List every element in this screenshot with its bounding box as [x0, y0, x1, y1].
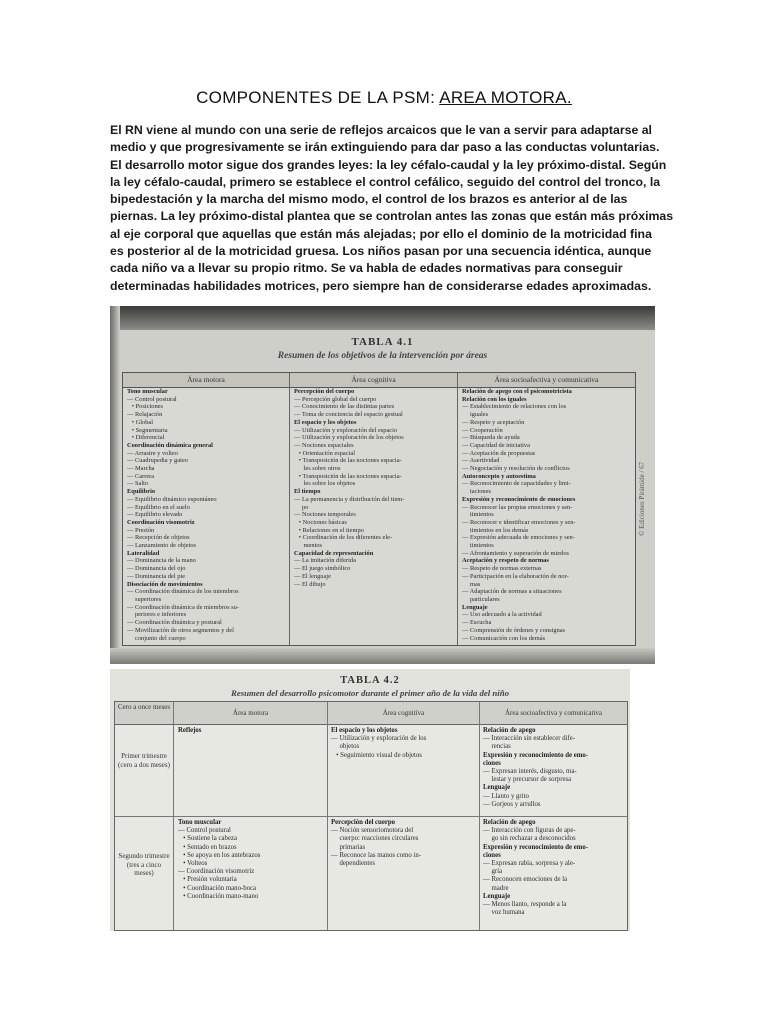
cell-line: — Movilización de otros segmentos y del [127, 626, 234, 634]
cell-line: • Presión voluntaria [178, 876, 237, 884]
cell-line: periores e inferiores [127, 611, 187, 619]
table-subtitle: Resumen de los objetivos de la intervención por áreas [277, 351, 488, 361]
column-header: Área motora [123, 373, 289, 388]
cell-line: — Utilización y exploración del espacio [294, 426, 398, 434]
cell-line: po [294, 503, 309, 511]
intro-line: determinadas habilidades motrices, pero siempre han de considerarse edades aproximadas. [110, 278, 652, 293]
cell-heading: Expresión y reconocimiento de emociones [462, 495, 576, 503]
cell-line: — Equilibrio elevado [127, 511, 183, 519]
cell-heading: Reflejos [178, 727, 202, 734]
cell-line: — La imitación diferida [294, 557, 356, 565]
cell-heading: Disociación de movimientos [127, 580, 203, 588]
cell-line: — La permanencia y distribución del tiem- [294, 495, 405, 503]
table-cell [178, 727, 324, 815]
cell-line: — Capacidad de iniciativa [462, 441, 530, 449]
cell-line: • Sostiene la cabeza [178, 835, 237, 843]
cell-line: conjunto del cuerpo [127, 634, 186, 642]
side-note: © Ediciones Pirámide / 67 [638, 461, 646, 536]
cell-line: — Establecimiento de relaciones con los [462, 403, 567, 411]
cell-line: • Posiciones [127, 403, 163, 411]
intro-line: El desarrollo motor sigue dos grandes leyes: la ley céfalo-caudal y la ley próximo-distal. Según [110, 157, 667, 172]
cell-heading: ciones [483, 759, 501, 767]
cell-heading: Relación de apego [483, 727, 536, 734]
cell-line: taciones [462, 488, 491, 496]
intro-line: El RN viene al mundo con una serie de reflejos arcaicos que le van a servir para adaptarse al [110, 123, 652, 137]
photo-shadow [110, 306, 655, 330]
cell-line: • Transposición de las nociones espacia- [294, 472, 402, 480]
cell-line: les sobre los objetos [294, 480, 356, 488]
cell-heading: El espacio y los objetos [294, 418, 357, 426]
cell-heading: Lenguaje [483, 892, 511, 900]
cell-line: — Salto [127, 480, 149, 488]
cell-line: — Recepción de objetos [127, 534, 190, 542]
cell-line: — Coordinación dinámica de los miembros [127, 588, 239, 596]
column-divider [457, 373, 458, 645]
cell-line: • Global [127, 418, 154, 426]
cell-line: — Dominancia del pie [127, 572, 186, 580]
cell-line: dependientes [331, 860, 375, 868]
table-cell [178, 819, 324, 927]
cell-line: — Percepción global del cuerpo [294, 395, 377, 403]
page-title [0, 88, 768, 108]
column-header: Cero a once meses [115, 702, 173, 725]
photo-shadow [110, 648, 655, 664]
cell-line: — Cooperación [462, 426, 503, 434]
table-subtitle: Resumen del desarrollo psicomotor durante el primer año de la vida del niño [230, 688, 510, 698]
intro-line: medio y que progresivamente se irán extinguiendo para dar paso a las conductas voluntarias. [110, 140, 660, 155]
cell-line: les sobre otros [294, 465, 341, 473]
cell-line: lestar y precursor de sorpresa [483, 776, 572, 784]
cell-line: — Uso adecuado a la actividad [462, 611, 542, 619]
cell-line: — Cuadrupedia y gateo [127, 457, 188, 465]
intro-line: bipedestación y la marcha del mismo modo, el control de los brazos es anterior al de las [110, 192, 628, 207]
intro-paragraph [110, 122, 674, 295]
column-header: Área cognitiva [290, 373, 457, 388]
cell-line: timientos [462, 511, 494, 519]
cell-line: — Coordinación dinámica de miembros su- [127, 603, 239, 611]
cell-heading: Capacidad de representación [294, 549, 374, 557]
column-divider [289, 373, 290, 645]
cell-heading: Relación de apego con el psicomotricista [462, 388, 572, 395]
cell-line: — Carrera [127, 472, 155, 480]
cell-line: superiores [127, 595, 162, 603]
cell-line: — Toma de conciencia del espacio gestual [294, 411, 403, 419]
cell-line: — Dominancia de la mano [127, 557, 196, 565]
cell-line: — Interacción con figuras de ape- [483, 827, 576, 835]
cell-heading: ciones [483, 851, 501, 859]
cell-line: • Relaciones en el tiempo [294, 526, 364, 534]
cell-line: • Coordinación de los diferentes ele- [294, 534, 393, 542]
cell-line: — Noción sensoriomotora del [331, 827, 414, 835]
cell-line: — Marcha [127, 465, 155, 473]
cell-heading: Percepción del cuerpo [331, 819, 396, 826]
cell-line: — Reconocen emociones de la [483, 876, 568, 884]
intro-line: cada niño va a llevar su propio ritmo. Se va habla de edades normativas para conseguir [110, 261, 623, 276]
cell-line: • Se apoya en los antebrazos [178, 851, 261, 859]
cell-line: — Conocimiento de las distintas partes [294, 403, 395, 411]
title-plain: COMPONENTES DE LA PSM: [196, 88, 440, 107]
cell-line: • Nociones básicas [294, 518, 347, 526]
cell-line: — Comprensión de órdenes y consignas [462, 626, 566, 634]
cell-line: — Adaptación de normas a situaciones [462, 588, 562, 596]
table-cell [483, 819, 625, 927]
cell-line: — Escucha [462, 619, 492, 627]
cell-heading: El tiempo [294, 488, 321, 496]
cell-line: rencias [483, 743, 511, 751]
cell-line: • Segmentaria [127, 426, 168, 434]
cell-line: — Búsqueda de ayuda [462, 434, 520, 442]
table-title: TABLA 4.1 [351, 336, 414, 348]
cell-line: — Presión [127, 526, 155, 534]
cell-line: — Respeto de normas externas [462, 565, 542, 573]
cell-heading: Tono muscular [127, 388, 168, 395]
cell-line: — Equilibrio dinámico espontáneo [127, 495, 217, 503]
cell-line: voz humana [483, 909, 525, 917]
cell-line: • Volteos [178, 860, 208, 868]
cell-line: madre [483, 884, 509, 892]
cell-heading: Autoconcepto y autoestima [462, 472, 536, 480]
cell-line: — Llanto y grito [483, 792, 529, 800]
cell-heading: Tono muscular [178, 819, 222, 826]
cell-heading: Percepción del cuerpo [294, 388, 355, 395]
cell-line: timientos en los demás [462, 526, 529, 534]
cell-line: mas [462, 580, 481, 588]
column-header: Área socioafectiva y comunicativa [458, 373, 635, 388]
cell-line: — Expresan rabia, sorpresa y ale- [483, 860, 576, 868]
column-header: Área cognitiva [328, 702, 479, 725]
cell-line: — Reconocer e identificar emociones y sen- [462, 518, 576, 526]
cell-line: — Coordinación visomotriz [178, 868, 255, 876]
column-header: Área socioafectiva y comunicativa [480, 702, 627, 725]
table-column-socioaffective [462, 388, 632, 644]
cell-heading: Lenguaje [483, 784, 511, 792]
table-title: TABLA 4.2 [340, 675, 400, 686]
cell-line: — Nociones temporales [294, 511, 356, 519]
table-4-1 [122, 372, 636, 646]
cell-line: — Reconocer las propias emociones y sen- [462, 503, 573, 511]
cell-line: • Coordinación mano-boca [178, 884, 257, 892]
cell-line: — Relajación [127, 411, 163, 419]
cell-heading: Expresión y reconocimiento de emo- [483, 751, 589, 759]
cell-line: — Lanzamiento de objetos [127, 542, 197, 550]
cell-line: — Aceptación de propuestas [462, 449, 536, 457]
cell-line: • Seguimiento visual de objetos [331, 751, 422, 759]
cell-heading: Lenguaje [462, 603, 488, 611]
table-column-motor [127, 388, 287, 644]
cell-heading: Relación con los iguales [462, 395, 527, 403]
table-cell [331, 727, 477, 815]
cell-line: — Nociones espaciales [294, 441, 354, 449]
row-divider [115, 816, 627, 817]
cell-line: — Utilización y exploración de los [331, 735, 427, 743]
cell-line: gría [483, 868, 503, 876]
cell-line: — Participación en la elaboración de nor- [462, 572, 569, 580]
cell-line: — Reconocimiento de capacidades y limi- [462, 480, 571, 488]
cell-line: — El dibujo [294, 580, 326, 588]
intro-line: al eje corporal que aquellas que están más alejadas; por ello el dominio de la motricidad fina [110, 226, 652, 241]
cell-line: — Asertividad [462, 457, 500, 465]
cell-line: • Sentado en brazos [178, 843, 237, 851]
cell-line: — Menos llanto, responde a la [483, 901, 567, 909]
cell-line: mentos [294, 542, 323, 550]
title-underlined: AREA MOTORA. [439, 88, 572, 107]
cell-line: — Gorjeos y arrullos [483, 800, 541, 808]
table-cell [483, 727, 625, 815]
cell-line: — Control postural [127, 395, 177, 403]
row-label: Primer trimestre (cero a dos meses) [118, 752, 170, 769]
cell-line: — Dominancia del ojo [127, 565, 186, 573]
cell-heading: Expresión y reconocimiento de emo- [483, 843, 589, 851]
cell-line: timientos [462, 542, 494, 550]
row-label: Segundo trimestre (tres a cinco meses) [118, 852, 170, 878]
cell-heading: Relación de apego [483, 819, 536, 826]
cell-line: objetos [331, 743, 360, 751]
cell-heading: Equilibrio [127, 488, 156, 496]
intro-line: piernas. La ley próximo-distal plantea que se controlan antes las zonas que están más próximas [110, 209, 674, 224]
cell-line: • Diferencial [127, 434, 165, 442]
table-4-2-photo [110, 669, 630, 931]
cell-heading: Coordinación visomotriz [127, 518, 195, 526]
column-header: Área motora [174, 702, 327, 725]
cell-line: — Negociación y resolución de conflictos [462, 465, 570, 473]
cell-line: — El juego simbólico [294, 565, 351, 573]
cell-line: iguales [462, 411, 489, 419]
cell-line: go sin rechazar a desconocidos [483, 835, 576, 843]
cell-line: — Expresan interés, disgusto, ma- [483, 768, 577, 776]
cell-heading: El espacio y los objetos [331, 727, 398, 734]
cell-line: — Coordinación dinámica y postural [127, 619, 222, 627]
cell-line: — Interacción sin establecer dife- [483, 735, 576, 743]
cell-line: — Equilibrio en el suelo [127, 503, 190, 511]
cell-line: cuerpo: reacciones circulares [331, 835, 419, 843]
cell-line: — Expresión adecuada de emociones y sen- [462, 534, 575, 542]
cell-line: particulares [462, 595, 500, 603]
cell-line: primarias [331, 843, 366, 851]
cell-line: • Transposición de las nociones espacia- [294, 457, 402, 465]
cell-line: — Respeto y aceptación [462, 418, 525, 426]
table-4-2 [114, 701, 628, 931]
cell-line: — El lenguaje [294, 572, 331, 580]
cell-line: — Comunicación con los demás [462, 634, 546, 642]
table-4-1-photo [110, 306, 655, 664]
cell-line: • Orientación espacial [294, 449, 355, 457]
cell-line: — Afrontamiento y superación de miedos [462, 549, 570, 557]
table-column-cognitive [294, 388, 454, 644]
cell-line: • Coordinación mano-mano [178, 892, 259, 900]
intro-line: es posterior al de la motricidad gruesa. Los niños pasan por una secuencia idéntica, aunque [110, 244, 652, 259]
intro-line: la ley céfalo-caudal, primero se establece el control cefálico, seguido del control del tronco, la [110, 174, 661, 189]
cell-line: — Arrastre y volteo [127, 449, 178, 457]
cell-heading: Lateralidad [127, 549, 160, 557]
cell-line: — Control postural [178, 827, 231, 835]
cell-line: — Reconoce las manos como in- [331, 851, 422, 859]
cell-heading: Aceptación y respeto de normas [462, 557, 549, 565]
table-cell [331, 819, 477, 927]
cell-heading: Coordinación dinámica general [127, 441, 213, 449]
cell-line: — Utilización y exploración de los objetos [294, 434, 404, 442]
